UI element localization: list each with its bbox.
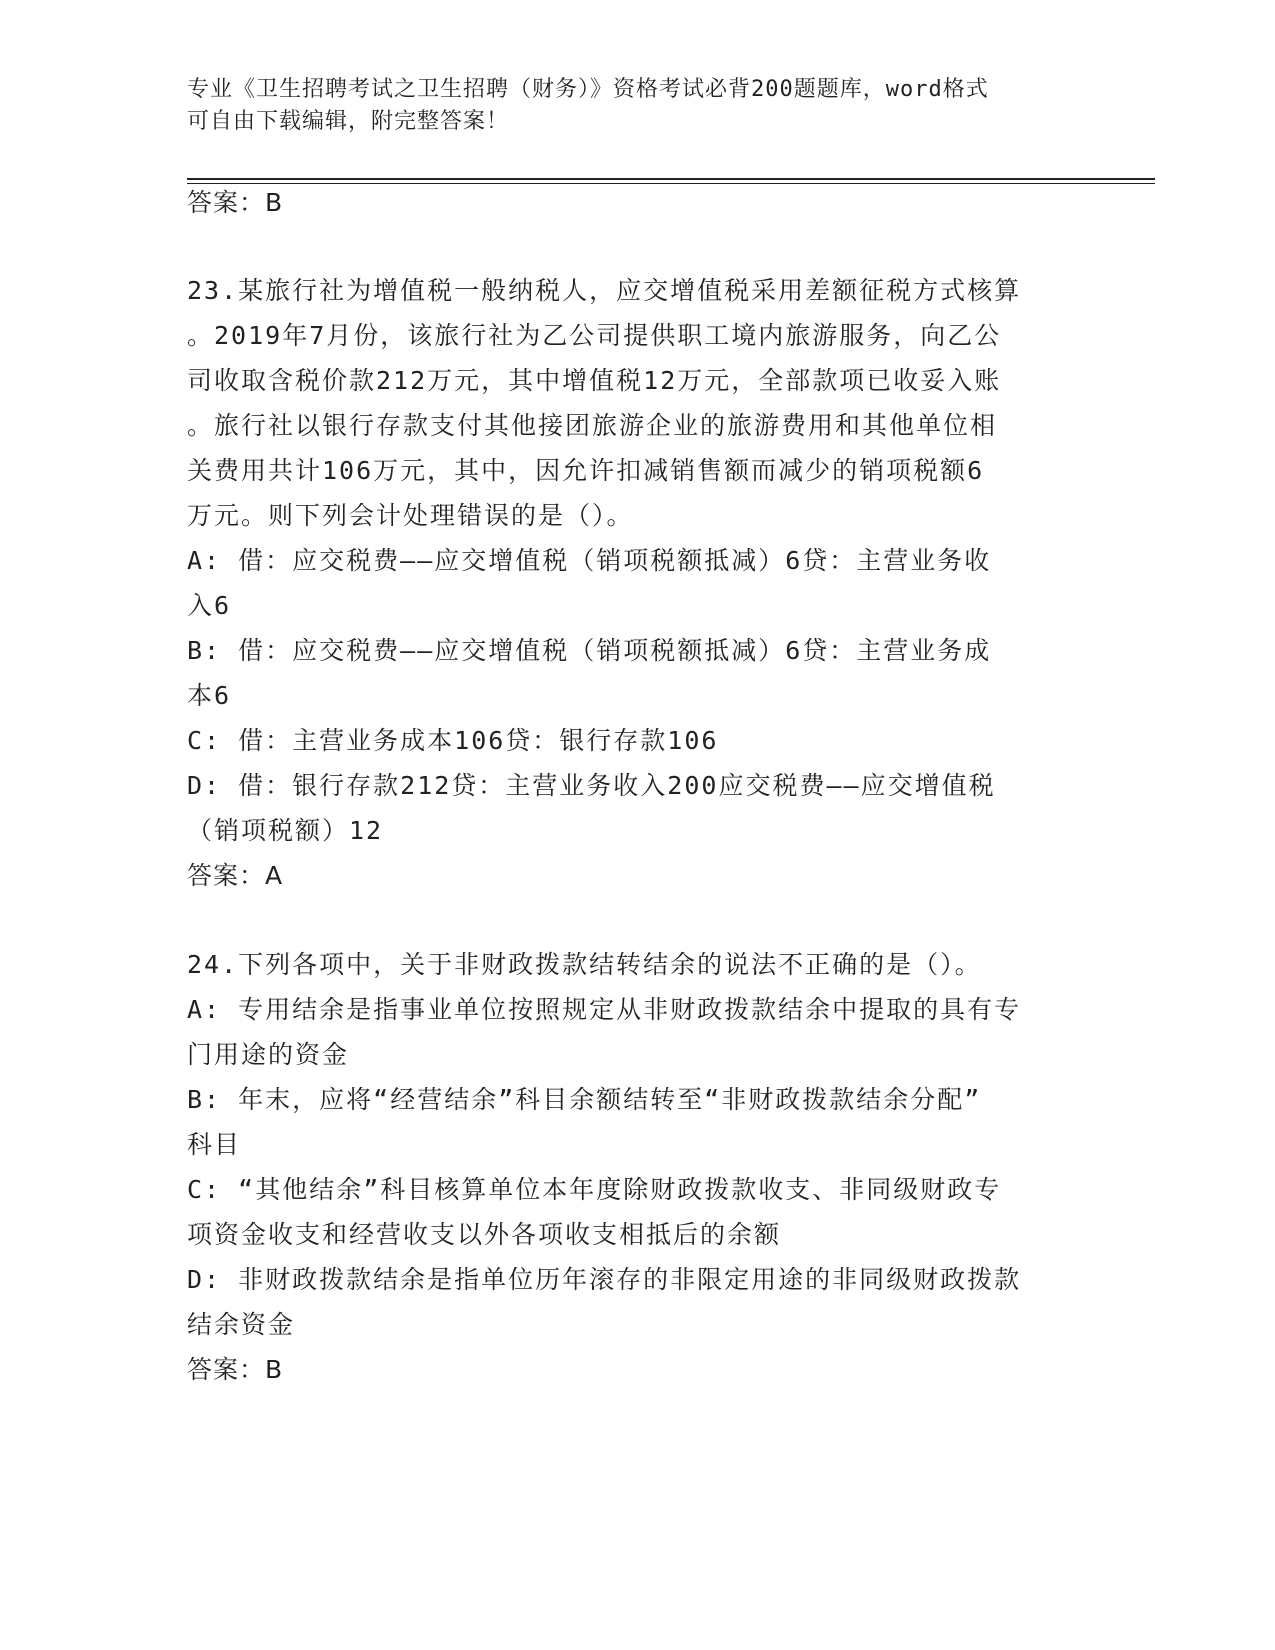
question-23-answer: 答案：A [187,861,284,890]
question-23-option-b: B: 借：应交税费——应交增值税（销项税额抵减）6贷：主营业务成 [187,636,992,665]
question-23-option-a-cont: 入6 [187,591,232,620]
header-line-1: 专业《卫生招聘考试之卫生招聘（财务）》资格考试必背200题题库，word格式 [187,77,989,102]
question-24-option-c-cont: 项资金收支和经营收支以外各项收支相抵后的余额 [187,1220,782,1249]
question-23-stem-line: 。2019年7月份，该旅行社为乙公司提供职工境内旅游服务，向乙公 [187,321,1002,350]
question-23-stem-line: 司收取含税价款212万元，其中增值税12万元，全部款项已收妥入账 [187,366,1002,395]
question-24-option-b: B: 年末，应将“经营结余”科目余额结转至“非财政拨款结余分配” [187,1085,982,1114]
question-24 [187,942,1077,1392]
question-23-stem-line: 万元。则下列会计处理错误的是（）。 [187,501,634,530]
question-24-option-d: D: 非财政拨款结余是指单位历年滚存的非限定用途的非同级财政拨款 [187,1265,1022,1294]
header-line-2: 可自由下载编辑，附完整答案！ [187,109,510,134]
question-24-option-a: A: 专用结余是指事业单位按照规定从非财政拨款结余中提取的具有专 [187,995,1022,1024]
question-24-answer: 答案：B [187,1355,284,1384]
question-24-option-d-cont: 结余资金 [187,1310,296,1339]
question-24-option-b-cont: 科目 [187,1130,242,1159]
question-23-option-c: C: 借：主营业务成本106贷：银行存款106 [187,726,719,755]
question-23-option-a: A: 借：应交税费——应交增值税（销项税额抵减）6贷：主营业务收 [187,546,992,575]
question-23-stem-line: 关费用共计106万元，其中，因允许扣减销售额而减少的销项税额6 [187,456,985,485]
question-24-option-a-cont: 门用途的资金 [187,1040,350,1069]
question-23-option-b-cont: 本6 [187,681,232,710]
question-24-stem-line: 24.下列各项中，关于非财政拨款结转结余的说法不正确的是（）。 [187,950,982,979]
question-23 [187,268,1077,898]
question-23-stem-line: 。旅行社以银行存款支付其他接团旅游企业的旅游费用和其他单位相 [187,411,998,440]
previous-answer: 答案：B [187,188,284,217]
question-23-stem-line: 23.某旅行社为增值税一般纳税人，应交增值税采用差额征税方式核算 [187,276,1022,305]
document-header [187,74,1067,138]
question-23-option-d: D: 借：银行存款212贷：主营业务收入200应交税费——应交增值税 [187,771,996,800]
question-24-option-c: C: “其他结余”科目核算单位本年度除财政拨款收支、非同级财政专 [187,1175,1002,1204]
question-23-option-d-cont: （销项税额）12 [187,816,384,845]
